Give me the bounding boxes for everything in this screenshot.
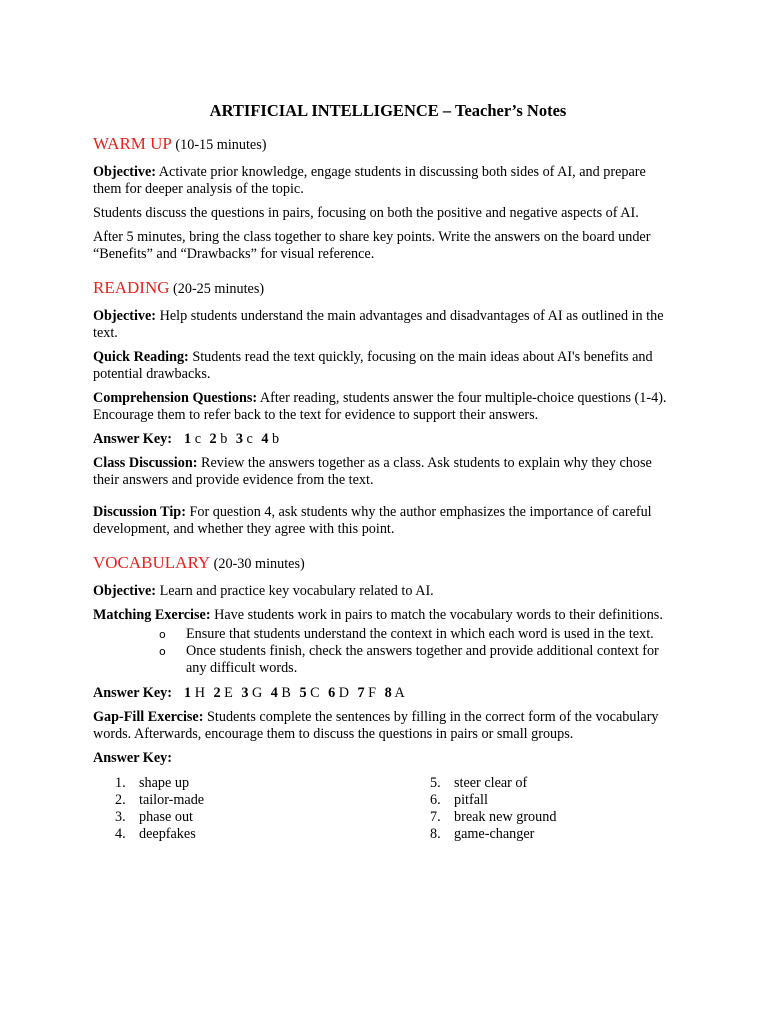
bullet-marker: o [159,628,166,641]
gap-fill-answers-right [430,775,670,843]
vocabulary-answer: 6 D [328,685,349,701]
page-title: ARTIFICIAL INTELLIGENCE – Teacher’s Notes [209,101,567,120]
list-item: 5. steer clear of [430,775,528,791]
matching-exercise-label: Matching Exercise: [93,607,211,623]
gap-fill-label: Gap-Fill Exercise: [93,709,204,725]
reading-objective-text: Help students understand the main advantages and disadvantages of AI as outlined in the text. [93,308,664,341]
list-item: 3. phase out [115,809,193,825]
quick-reading-text: Students read the text quickly, focusing on the main ideas about AI's benefits and potential drawbacks. [93,349,653,382]
gap-fill-answer-key-label: Answer Key: [93,750,172,766]
warmup-paragraph-2: After 5 minutes, bring the class together to share key points. Write the answers on the board under “Benefits” and “Drawbacks” for visual reference. [93,229,651,262]
reading-time: (20-25 minutes) [173,281,265,297]
comprehension-label: Comprehension Questions: [93,390,258,406]
class-discussion-text: Review the answers together as a class. Ask students to explain why they chose their answers and provide evidence from the text. [93,455,652,488]
matching-bullets [93,626,675,677]
reading-answer-key-label: Answer Key: [93,431,172,447]
list-item: 6. pitfall [430,792,488,808]
vocabulary-objective-label: Objective: [93,583,157,599]
vocabulary-heading [93,553,675,574]
reading-answer: 2 b [209,431,228,447]
warmup-objective-text: Activate prior knowledge, engage students in discussing both sides of AI, and prepare them for deeper analysis of the topic. [93,164,646,197]
class-discussion [93,455,675,489]
matching-exercise [93,607,675,624]
list-item: 7. break new ground [430,809,557,825]
vocabulary-answer: 8 A [384,685,405,701]
vocabulary-label: VOCABULARY [93,553,211,572]
comprehension-text: After reading, students answer the four multiple-choice questions (1-4). Encourage them to refer back to the text for evidence to support their answers. [93,390,667,423]
gap-fill-answers-left [93,775,430,843]
vocabulary-answer: 3 G [241,685,263,701]
quick-reading-label: Quick Reading: [93,349,189,365]
vocabulary-time: (20-30 minutes) [213,556,305,572]
bullet-marker: o [159,645,166,658]
discussion-tip [93,504,675,538]
matching-exercise-text: Have students work in pairs to match the vocabulary words to their definitions. [214,607,663,623]
quick-reading [93,349,675,383]
vocabulary-answer: 1 H [184,685,205,701]
reading-label: READING [93,278,170,297]
reading-heading [93,278,675,299]
reading-objective-label: Objective: [93,308,157,324]
discussion-tip-label: Discussion Tip: [93,504,186,520]
reading-objective [93,308,675,342]
warmup-objective-label: Objective: [93,164,157,180]
vocabulary-answer-key [93,685,675,702]
list-item: 1. shape up [115,775,190,791]
discussion-tip-text: For question 4, ask students why the author emphasizes the importance of careful development, and whether they agree with this point. [93,504,652,537]
list-item: 4. deepfakes [115,826,196,842]
list-item: o Ensure that students understand the context in which each word is used in the text. [159,626,654,642]
vocabulary-objective-text: Learn and practice key vocabulary related to AI. [159,583,434,599]
vocabulary-answer: 4 B [270,685,291,701]
warmup-label: WARM UP [93,134,172,153]
comprehension-questions [93,390,675,424]
vocabulary-objective [93,583,675,600]
warmup-time: (10-15 minutes) [175,137,267,153]
warmup-heading [93,134,675,155]
list-item: 2. tailor-made [115,792,205,808]
vocabulary-answer: 5 C [299,685,320,701]
reading-answer: 3 c [235,431,253,447]
vocabulary-answer: 7 F [357,685,377,701]
gap-fill-exercise [93,709,675,743]
list-item: 8. game-changer [430,826,535,842]
warmup-objective [93,164,675,198]
gap-fill-text: Students complete the sentences by filling in the correct form of the vocabulary words. Afterwards, encourage them to discuss the questions in pairs or small groups. [93,709,659,742]
reading-answer: 4 b [261,431,280,447]
vocabulary-answer-key-label: Answer Key: [93,685,172,701]
class-discussion-label: Class Discussion: [93,455,198,471]
reading-answer-key [93,431,675,448]
teachers-notes-page [93,102,675,843]
vocabulary-answer: 2 E [213,685,233,701]
gap-fill-answer-key [93,750,675,767]
gap-fill-answers [93,775,675,843]
list-item: o Once students finish, check the answers together and provide additional context for any difficult words. [159,643,659,676]
reading-answer: 1 c [184,431,201,447]
warmup-paragraph-1: Students discuss the questions in pairs, focusing on both the positive and negative aspects of AI. [93,205,639,221]
